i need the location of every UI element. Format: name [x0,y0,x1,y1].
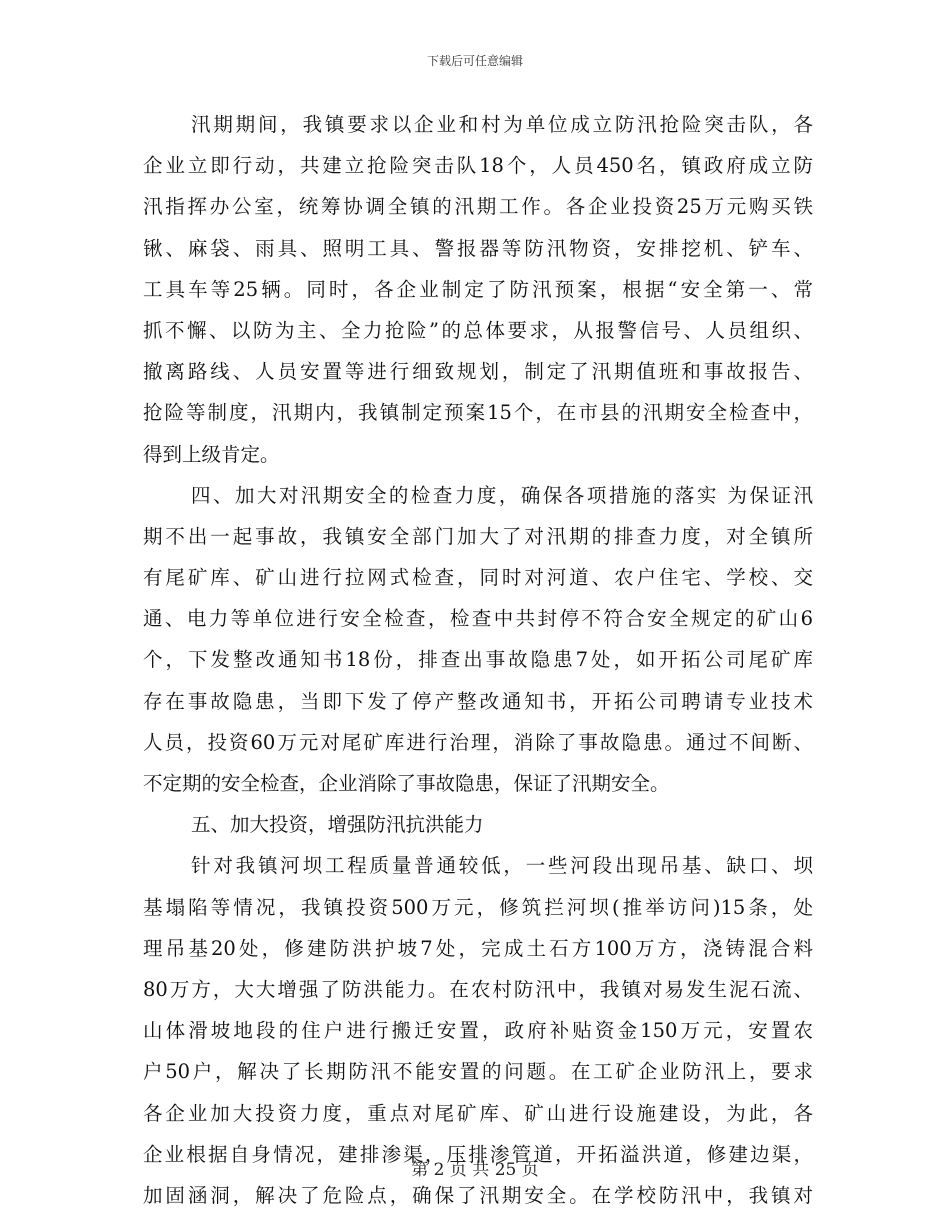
paragraph-line: 汛指挥办公室，统筹协调全镇的汛期工作。各企业投资25万元购买铁 [143,195,813,219]
section-heading-line: 四、加大对汛期安全的检查力度，确保各项措施的落实 为保证汛 [191,483,813,507]
paragraph-line: 工具车等25辆。同时，各企业制定了防汛预案，根据“安全第一、常 [143,277,813,301]
section-heading: 五、加大投资，增强防汛抗洪能力 [191,813,484,837]
page-header-note: 下载后可任意编辑 [426,54,523,68]
paragraph-line: 撤离路线、人员安置等进行细致规划，制定了汛期值班和事故报告、 [143,360,813,384]
paragraph-line: 各企业加大投资力度，重点对尾矿库、矿山进行设施建设，为此，各 [143,1101,813,1125]
paragraph-line: 个，下发整改通知书18份，排查出事故隐患7处，如开拓公司尾矿库 [143,648,813,672]
paragraph-line: 得到上级肯定。 [143,442,280,466]
paragraph-line: 理吊基20处，修建防洪护坡7处，完成土石方100万方，浇铸混合料 [143,936,813,960]
page-number: 第 2 页 共 25 页 [411,1160,539,1180]
paragraph-line: 期不出一起事故，我镇安全部门加大了对汛期的排查力度，对全镇所 [143,524,813,548]
paragraph-line: 存在事故隐患，当即下发了停产整改通知书，开拓公司聘请专业技术 [143,689,813,713]
paragraph-line: 加固涵洞，解决了危险点，确保了汛期安全。在学校防汛中，我镇对 [143,1183,813,1207]
document-body [143,104,813,1216]
paragraph-line: 针对我镇河坝工程质量普通较低，一些河段出现吊基、缺口、坝 [191,854,813,878]
paragraph-line: 抢险等制度，汛期内，我镇制定预案15个，在市县的汛期安全检查中， [143,401,813,425]
paragraph-line: 有尾矿库、矿山进行拉网式检查，同时对河道、农户住宅、学校、交 [143,566,813,590]
paragraph-line: 通、电力等单位进行安全检查，检查中共封停不符合安全规定的矿山6 [143,607,813,631]
paragraph-line: 人员，投资60万元对尾矿库进行治理，消除了事故隐患。通过不间断、 [143,730,813,754]
paragraph-line: 山体滑坡地段的住户进行搬迁安置，政府补贴资金150万元，安置农 [143,1019,813,1043]
paragraph-line: 户50户，解决了长期防汛不能安置的问题。在工矿企业防汛上，要求 [143,1060,813,1084]
paragraph-line: 抓不懈、以防为主、全力抢险”的总体要求，从报警信号、人员组织、 [143,318,813,342]
paragraph-line: 企业立即行动，共建立抢险突击队18个，人员450名，镇政府成立防 [143,154,813,178]
paragraph-line: 基塌陷等情况，我镇投资500万元，修筑拦河坝(推举访问)15条，处 [143,895,813,919]
paragraph-line: 不定期的安全检查，企业消除了事故隐患，保证了汛期安全。 [143,772,670,795]
paragraph-line: 企业根据自身情况，建排渗渠，压排渗管道，开拓溢洪道，修建边渠， [143,1142,813,1166]
paragraph-line: 锹、麻袋、雨具、照明工具、警报器等防汛物资，安排挖机、铲车、 [143,236,813,260]
paragraph-line: 80万方，大大增强了防洪能力。在农村防汛中，我镇对易发生泥石流、 [143,977,813,1001]
paragraph-line: 汛期期间，我镇要求以企业和村为单位成立防汛抢险突击队，各 [191,113,813,136]
